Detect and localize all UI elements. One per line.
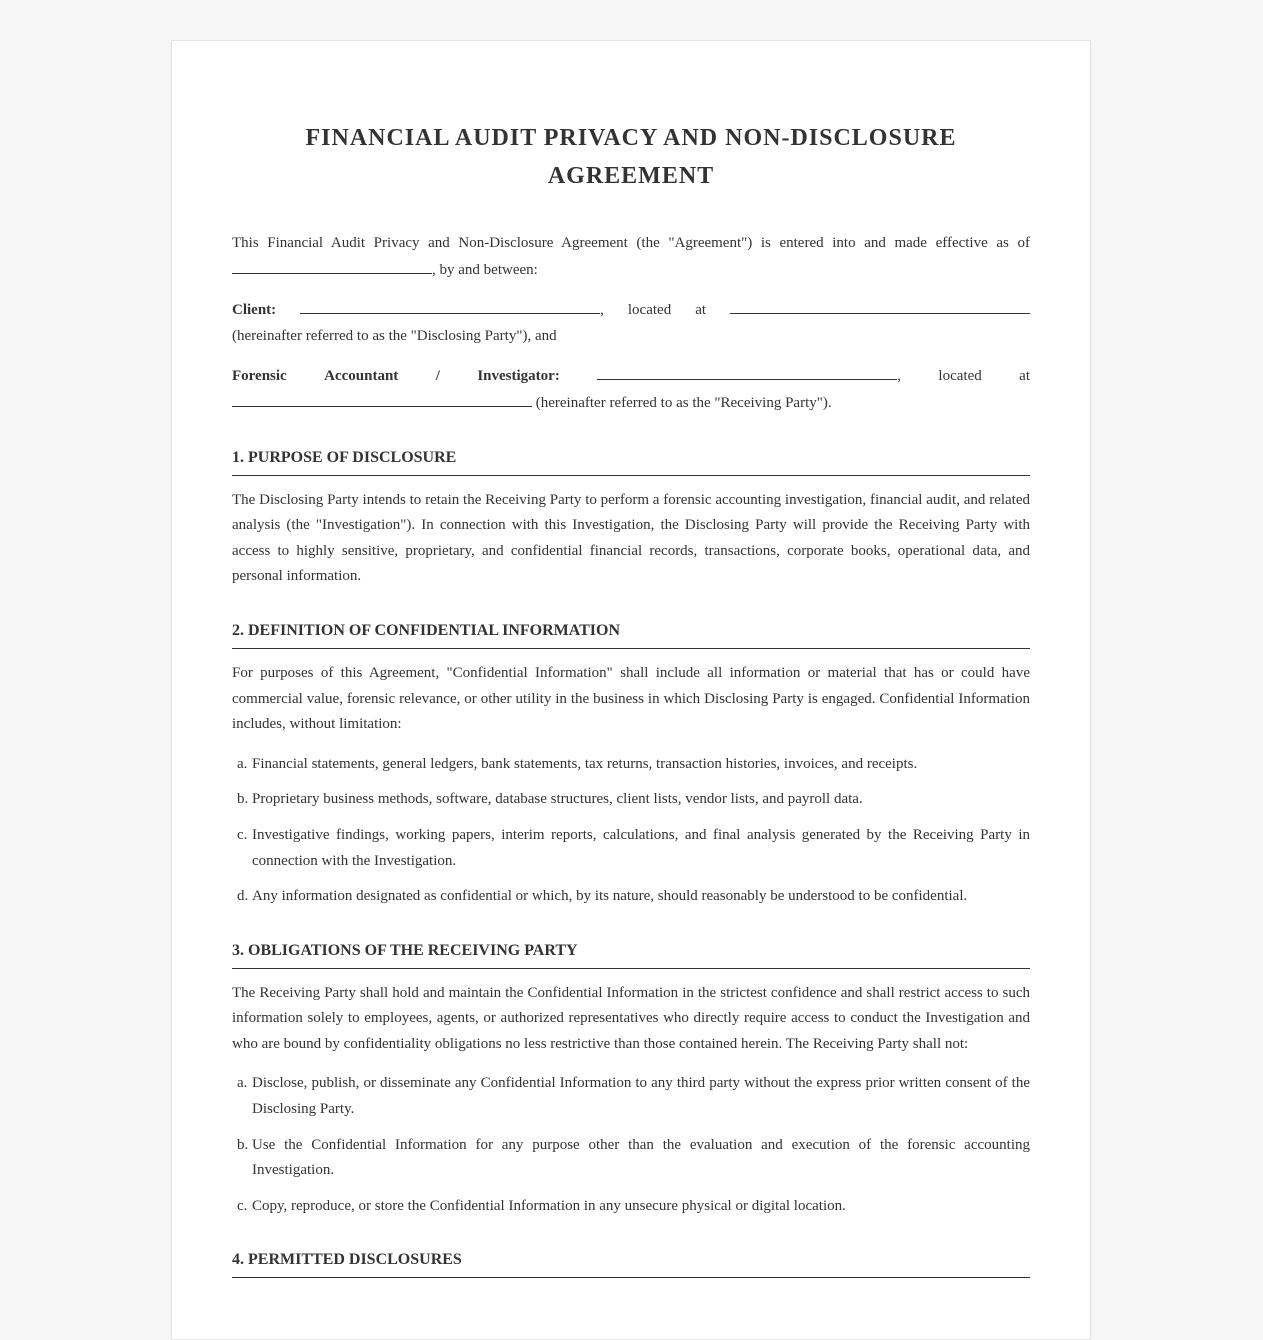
section-heading-permitted: 4. PERMITTED DISCLOSURES bbox=[232, 1249, 1030, 1278]
investigator-label-4: Investigator: bbox=[477, 368, 560, 385]
list-item bbox=[232, 787, 1030, 813]
client-label: Client: bbox=[232, 302, 277, 319]
document-page bbox=[171, 40, 1091, 1340]
intro-text: This Financial Audit Privacy and Non-Disclosure Agreement (the "Agreement") is entered into and made effective as of bbox=[232, 235, 1030, 251]
obligations-list bbox=[232, 1071, 1030, 1219]
client-at-word: at bbox=[695, 302, 707, 319]
client-line bbox=[232, 297, 1030, 324]
list-marker: d. bbox=[237, 888, 249, 905]
list-marker: a. bbox=[237, 755, 248, 772]
intro-after-blank: , by and between: bbox=[432, 261, 538, 278]
client-address-blank[interactable] bbox=[730, 297, 1030, 314]
investigator-suffix-line bbox=[232, 390, 1030, 417]
list-item bbox=[232, 752, 1030, 778]
list-item-text: Disclose, publish, or disseminate any Confidential Information to any third party without the express prior written consent of the Disclosing Party. bbox=[252, 1075, 1030, 1118]
list-marker: b. bbox=[237, 791, 249, 808]
section-body-obligations: The Receiving Party shall hold and maintain the Confidential Information in the strictest confidence and shall restrict access to such information solely to employees, agents, or authorized representatives who directly require access to conduct the Investigation and who are bound by confidentiality obligations no less restrictive than those contained herein. The Receiving Party shall not: bbox=[232, 984, 1030, 1052]
investigator-label-2: Accountant bbox=[324, 368, 399, 385]
section-heading-definition: 2. DEFINITION OF CONFIDENTIAL INFORMATION bbox=[232, 620, 1030, 649]
section-body-definition: For purposes of this Agreement, "Confidential Information" shall include all information or material that has or could have commercial value, forensic relevance, or other utility in the business in which Disclosing Party is engaged. Confidential Information includes, without limitation: bbox=[232, 664, 1030, 733]
definition-list bbox=[232, 752, 1030, 910]
investigator-suffix: (hereinafter referred to as the "Receiving Party"). bbox=[535, 394, 832, 411]
list-marker: c. bbox=[237, 826, 248, 843]
client-comma: , bbox=[600, 302, 604, 319]
investigator-name-blank[interactable] bbox=[597, 363, 897, 380]
list-item-text: Any information designated as confidential or which, by its nature, should reasonably be understood to be confidential. bbox=[252, 888, 968, 905]
list-marker: a. bbox=[237, 1075, 248, 1092]
intro-paragraph bbox=[232, 231, 1030, 283]
list-item-text: Copy, reproduce, or store the Confidential Information in any unsecure physical or digital location. bbox=[252, 1197, 846, 1214]
list-item-text: Proprietary business methods, software, database structures, client lists, vendor lists, and payroll data. bbox=[252, 791, 863, 808]
list-marker: c. bbox=[237, 1197, 248, 1214]
section-body-purpose: The Disclosing Party intends to retain the Receiving Party to perform a forensic accounting investigation, financial audit, and related analysis (the "Investigation"). In connection with this Investigation, the Disclosing Party will provide the Receiving Party with access to highly sensitive, proprietary, and confidential financial records, transactions, corporate books, operational data, and personal information. bbox=[232, 491, 1030, 585]
client-suffix: (hereinafter referred to as the "Disclosing Party"), and bbox=[232, 327, 557, 344]
investigator-line bbox=[232, 363, 1030, 390]
effective-date-blank[interactable] bbox=[232, 257, 432, 274]
client-name-blank[interactable] bbox=[300, 297, 600, 314]
list-item bbox=[232, 1133, 1030, 1184]
investigator-located-word: located bbox=[938, 368, 982, 385]
investigator-label-3: / bbox=[435, 368, 440, 385]
list-item bbox=[232, 884, 1030, 910]
list-item bbox=[232, 1194, 1030, 1220]
investigator-at-word: at bbox=[1019, 368, 1030, 385]
investigator-comma: , bbox=[897, 368, 901, 385]
investigator-party-block bbox=[232, 363, 1030, 416]
client-party-block bbox=[232, 297, 1030, 349]
document-title: FINANCIAL AUDIT PRIVACY AND NON-DISCLOSURE AGREEMENT bbox=[305, 125, 957, 189]
client-located-word: located bbox=[627, 302, 672, 319]
investigator-address-blank[interactable] bbox=[232, 390, 532, 407]
list-marker: b. bbox=[237, 1136, 249, 1153]
list-item-text: Financial statements, general ledgers, bank statements, tax returns, transaction histories, invoices, and receipts. bbox=[252, 755, 918, 772]
list-item-text: Use the Confidential Information for any purpose other than the evaluation and execution of the forensic accounting Investigation. bbox=[252, 1136, 1030, 1179]
list-item bbox=[232, 1071, 1030, 1122]
list-item bbox=[232, 823, 1030, 874]
investigator-label-1: Forensic bbox=[232, 368, 287, 385]
list-item-text: Investigative findings, working papers, interim reports, calculations, and final analysis generated by the Receiving Party in connection with the Investigation. bbox=[252, 826, 1030, 869]
section-heading-obligations: 3. OBLIGATIONS OF THE RECEIVING PARTY bbox=[232, 940, 1030, 969]
section-heading-purpose: 1. PURPOSE OF DISCLOSURE bbox=[232, 447, 1030, 476]
